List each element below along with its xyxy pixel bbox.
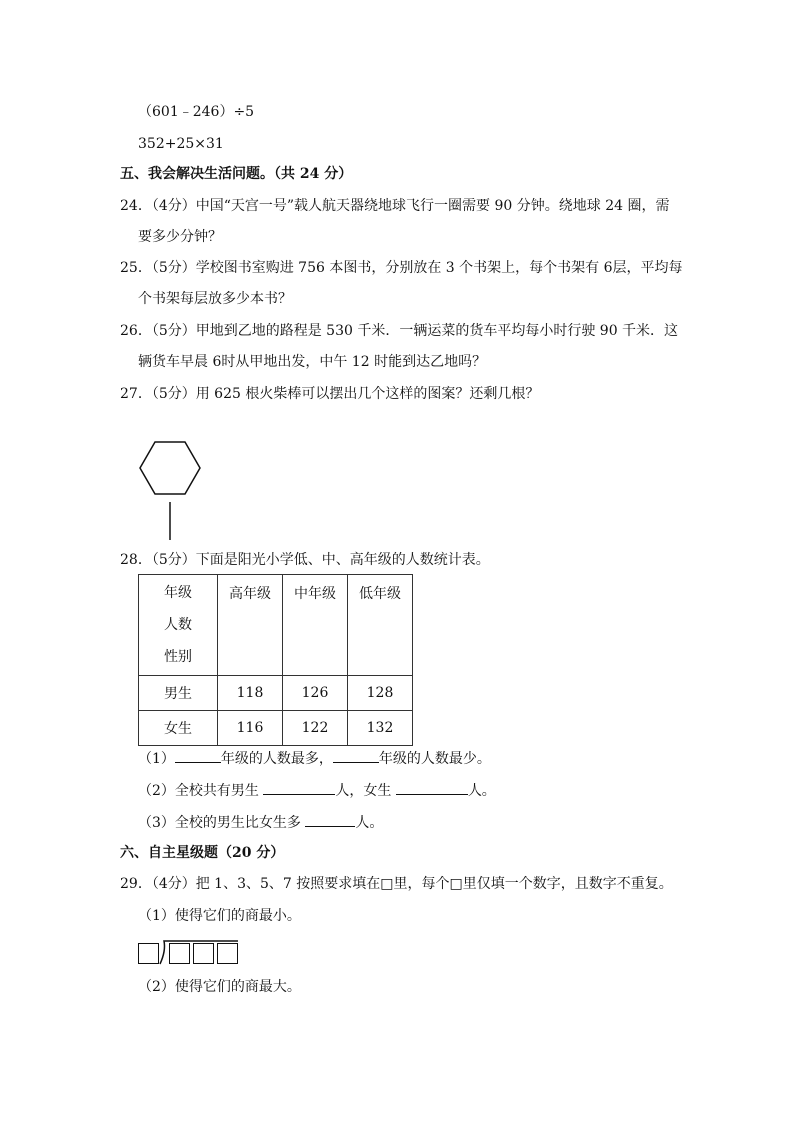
- q29-line-1: 29．（4分）把 1、3、5、7 按照要求填在□里，每个□里仅填一个数字，且数字不重复。: [120, 876, 673, 892]
- section-5-heading: 五、我会解决生活问题。（共 24 分）: [120, 166, 353, 182]
- q29-sub-2: （2）使得它们的商最大。: [138, 979, 301, 995]
- table-row: [139, 676, 413, 711]
- table-cell: 116: [218, 711, 283, 746]
- q28-line-1: 28．（5分）下面是阳光小学低、中、高年级的人数统计表。: [120, 552, 490, 568]
- table-corner-cell: [139, 575, 218, 676]
- grade-statistics-table: [138, 574, 413, 746]
- table-row: [139, 711, 413, 746]
- table-header-row: [139, 575, 413, 676]
- row-label-boys: 男生: [139, 676, 218, 711]
- column-header-junior: 低年级: [348, 575, 413, 676]
- dividend-box-3[interactable]: [217, 943, 238, 964]
- q24-line-1: 24．（4分）中国“天宫一号”载人航天器绕地球飞行一圈需要 90 分钟。绕地球 24 圈，需: [120, 198, 670, 214]
- table-cell: 132: [348, 711, 413, 746]
- q29-sub-1: （1）使得它们的商最小。: [138, 908, 301, 924]
- q27-line-1: 27．（5分）用 625 根火柴棒可以摆出几个这样的图案？还剩几根？: [120, 386, 540, 402]
- hexagon-shape: [140, 442, 200, 494]
- corner-label-gender: 性别: [164, 649, 192, 665]
- answer-blank-boys-total[interactable]: [263, 780, 335, 795]
- table-cell: 122: [283, 711, 348, 746]
- section-6-heading: 六、自主星级题（20 分）: [120, 845, 285, 861]
- corner-label-grade: 年级: [164, 585, 192, 601]
- table-cell: 118: [218, 676, 283, 711]
- table-cell: 128: [348, 676, 413, 711]
- hexagon-matchstick-figure: [134, 436, 206, 542]
- table-cell: 126: [283, 676, 348, 711]
- answer-blank-difference[interactable]: [305, 812, 355, 827]
- q28-sub-1: （1） 年级的人数最多， 年级的人数最少。: [138, 748, 491, 769]
- column-header-senior: 高年级: [218, 575, 283, 676]
- dividend-box-2[interactable]: [193, 943, 214, 964]
- calc-expression-1: （601﹣246）÷5: [138, 104, 255, 120]
- answer-blank-least[interactable]: [333, 748, 379, 763]
- q25-line-2: 个书架每层放多少本书？: [138, 291, 292, 307]
- q24-line-2: 要多少分钟？: [138, 229, 222, 245]
- dividend-box-1[interactable]: [169, 943, 190, 964]
- q26-line-1: 26．（5分）甲地到乙地的路程是 530 千米．一辆运菜的货车平均每小时行驶 90 千米．这: [120, 323, 679, 339]
- row-label-girls: 女生: [139, 711, 218, 746]
- answer-blank-most[interactable]: [175, 748, 221, 763]
- answer-blank-girls-total[interactable]: [396, 780, 468, 795]
- q26-line-2: 辆货车早晨 6时从甲地出发，中午 12 时能到达乙地吗？: [138, 354, 487, 370]
- divisor-box[interactable]: [138, 943, 159, 964]
- q25-line-1: 25．（5分）学校图书室购进 756 本图书，分别放在 3 个书架上，每个书架有 6层，平均每: [120, 260, 683, 276]
- calc-expression-2: 352+25×31: [138, 136, 224, 152]
- q28-sub-2: （2）全校共有男生 人，女生 人。: [138, 780, 496, 801]
- q28-sub-3: （3）全校的男生比女生多 人。: [138, 812, 383, 833]
- corner-label-count: 人数: [164, 617, 192, 633]
- column-header-middle: 中年级: [283, 575, 348, 676]
